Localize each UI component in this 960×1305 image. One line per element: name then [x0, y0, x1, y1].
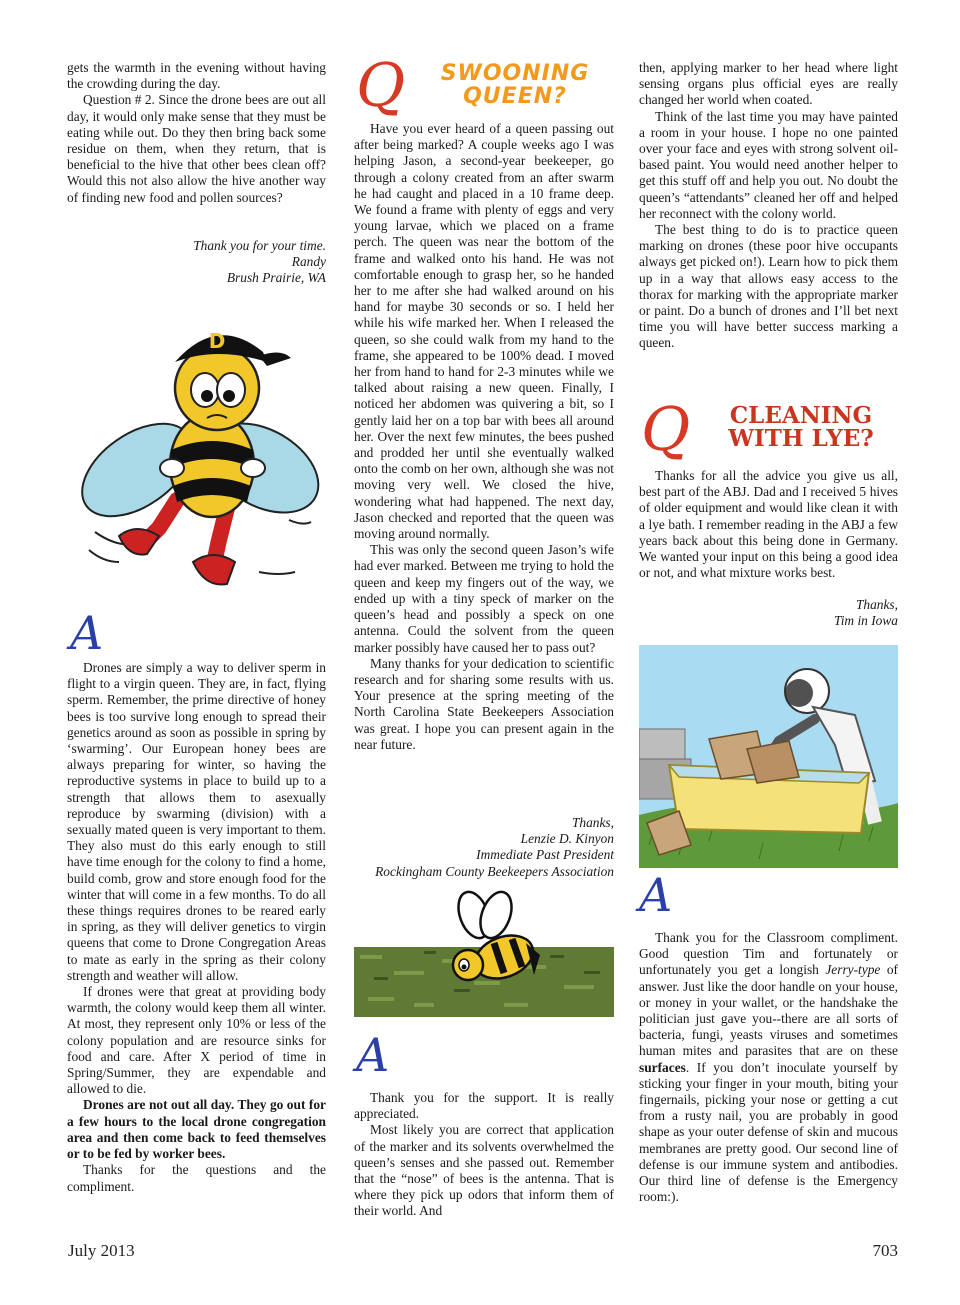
footer-date: July 2013	[68, 1241, 135, 1260]
sig-thanks: Thanks,	[855, 597, 898, 612]
col1-answer-p4: Thanks for the questions and the compliment.	[67, 1162, 326, 1194]
title-line-2: WITH LYE?	[728, 425, 874, 452]
column-3-answer	[639, 930, 898, 1205]
surfaces-bold: surfaces	[639, 1059, 686, 1075]
col3-p1: then, applying marker to her head where light sensing organs plus official eyes are really changed her world when coated.	[639, 60, 898, 108]
column-3-top	[639, 60, 898, 352]
sig-name: Randy	[291, 254, 326, 270]
column-2-question	[354, 121, 614, 753]
footer-page-number: 703	[872, 1241, 898, 1260]
col1-signature	[67, 238, 326, 287]
col1-answer-p1: Drones are simply a way to deliver sperm in flight to a virgin queen. They are, in fact, flying sperm. Remember, the prime directive of honey bees is too survive long enough to spread their genetics around as soon as possible in spring by ‘swarming’. Our European honey bees are always preparing for winter, so having the reproductive systems in place to build up to a strength that allows them to asexually reproduce by swarming (division) with a sexually mated queen is very important to them. They also must do this early enough to still have time enough for the colony to find a home, build comb, grow and store enough food for the winter that will come in a few months. To do all these things requires drones to be reared early in spring, as they will deliver genetics to virgin queens that come to Drone Congregation Areas to mate as early in the spring as their colony strength and weather will allow.	[67, 660, 326, 983]
col3-p3: The best thing to do is to practice queen marking on drones (these poor hive occupants always get picked on!). Learn how to pick them up in a way that allows easy access to the thorax for marking with the appropriate marker or paint. Do a bunch of drones and I’ll bet next time you will have better success marking a queen.	[639, 222, 898, 351]
sig-location: Brush Prairie, WA	[226, 270, 326, 286]
col2-signature	[354, 815, 614, 880]
column-1-answer	[67, 660, 326, 1195]
jerry-type-italic: Jerry-type	[825, 962, 881, 978]
answer-text-mid: of answer. Just like the door handle on your house, or money in your wallet, or the handshake the politician just gave you--there are all sorts of bacteria, fungi, yeasts viruses and sometimes human mites and parasites that are on these	[639, 962, 898, 1059]
answer-mark-col1: A	[70, 606, 104, 660]
sig-association: Rockingham County Beekeepers Association	[375, 863, 614, 879]
title-line-2: QUEEN?	[463, 84, 567, 109]
col2-answer-p2: Most likely you are correct that application of the marker and its solvents overwhelmed the queen’s senses and she passed out. Remember that the “nose” of bees is the antenna. That is where they pick up odors that inform them of their world. And	[354, 1122, 614, 1219]
answer-mark-col2: A	[356, 1028, 390, 1082]
bee-on-grass-illustration	[354, 885, 614, 1017]
sig-title: Immediate Past President	[476, 847, 614, 863]
col2-answer-p1: Thank you for the support. It is really appreciated.	[354, 1090, 614, 1122]
title-swooning-queen	[420, 62, 610, 108]
sig-name: Lenzie D. Kinyon	[520, 831, 614, 847]
title-line-1: CLEANING	[729, 402, 873, 429]
col3-p2: Think of the last time you may have painted a room in your house. I hope no one painted over your face and eyes with strong solvent oil-based paint. You would need another helper to get this stuff off and help you out. No doubt the queen’s “attendants” cleaned her off and helped her reconnect with the colony world.	[639, 108, 898, 221]
col1-answer-p2: If drones were that great at providing body warmth, the colony would keep them all winter. At most, they represent only 10% or less of the colony population and are resource sinks for food and care. After X period of time in Spring/Summer, they are expendable and allowed to die.	[67, 984, 326, 1097]
answer-mark-col3: A	[639, 868, 673, 922]
col3-answer-p1	[639, 930, 898, 1205]
column-2-answer	[354, 1090, 614, 1220]
drone-bee-cartoon	[67, 300, 326, 605]
col1-answer-p3: Drones are not out all day. They go out for a few hours to the local drone congregation area and then come back to feed themselves or to be fed by worker bees.	[67, 1097, 326, 1162]
col2-q-p2: This was only the second queen Jason’s wife had ever marked. Between me trying to hold the queen and keep my fingers out of the way, we ended up with a tiny speck of marker on the queen’s head and possibly a speck on one antenna. Could the solvent from the queen marker possibly have caused her to pass out?	[354, 542, 614, 655]
col2-q-p3: Many thanks for your dedication to scientific research and for sharing some results with us. Your presence at the spring meeting of the North Carolina State Beekeepers Association was great. I hope you can present again in the near future.	[354, 655, 614, 752]
col3-signature	[639, 597, 898, 629]
answer-text-start: Thank you for the Classroom compliment. Good question Tim and fortunately or unfortunately you get a longish	[639, 930, 898, 978]
beekeeper-lye-bath-illustration	[639, 645, 898, 868]
col1-question2-paragraph: Question # 2. Since the drone bees are out all day, it would only make sense that they must be eating while out. Do they then bring back some residue on them, when they return, that is beneficial to the hive that other bees clean off? Would this not also allow the hive another way of finding new food and pollen sources?	[67, 92, 326, 205]
col1-intro-paragraph: gets the warmth in the evening without having the crowding during the day.	[67, 60, 326, 92]
answer-text-end: . If you don’t inoculate yourself by sticking your finger in your mouth, biting your fingernails, picking your nose or getting a cut from a rusty nail, you are probably in good shape as your outer defense of skin and mucous membranes are pretty good. Our second line of defense is our immune system and antibodies. Our third line of defense is the Emergency room:).	[639, 1059, 898, 1205]
svg-text:D: D	[208, 329, 226, 353]
title-line-1: SWOONING	[440, 61, 590, 86]
column-3-question	[639, 468, 898, 581]
question-mark-lye: Q	[641, 395, 691, 465]
sig-thanks: Thanks,	[571, 815, 614, 830]
col3-q-p1: Thanks for all the advice you give us all, best part of the ABJ. Dad and I received 5 hives of older equipment and would like clean it with a lye bath. I remember reading in the ABJ a few years back about this being done in Germany. We wanted your input on this being a good idea or not, and what mixture works best.	[639, 468, 898, 581]
column-1-top	[67, 60, 326, 206]
sig-name: Tim in Iowa	[834, 613, 898, 629]
col2-q-p1: Have you ever heard of a queen passing out after being marked? A couple weeks ago I was helping Jason, a second-year beekeeper, go through a colony created from an after swarm he had caught and placed in a 10 frame deep. We found a frame with plenty of eggs and very young larvae, which we placed on a frame perch. The queen was near the bottom of the frame and walked onto his hand. He was not comfortable enough to grasp her, so he handed her to me after she had walked around on his hand for maybe 30 seconds or so. I held her while his wife marked her. When I released the queen, so she could walk from my hand to the frame, she appeared to be 100% dead. I moved her from hand to hand for 2-3 minutes while we talked about raising a new queen. Finally, I noticed her abdomen was quivering a bit, so I gently laid her on a top bar with bees all around her. Over the next few minutes, the bees pushed and prodded her until she eventually walked onto the comb on her own, although she was not moving very well. We closed the hive, wondering what had happened. The next day, Jason checked and reported that the queen was moving around normally.	[354, 121, 614, 542]
question-mark-swooning: Q	[356, 51, 406, 121]
title-cleaning-with-lye	[716, 404, 886, 450]
sig-thanks: Thank you for your time.	[193, 238, 326, 253]
